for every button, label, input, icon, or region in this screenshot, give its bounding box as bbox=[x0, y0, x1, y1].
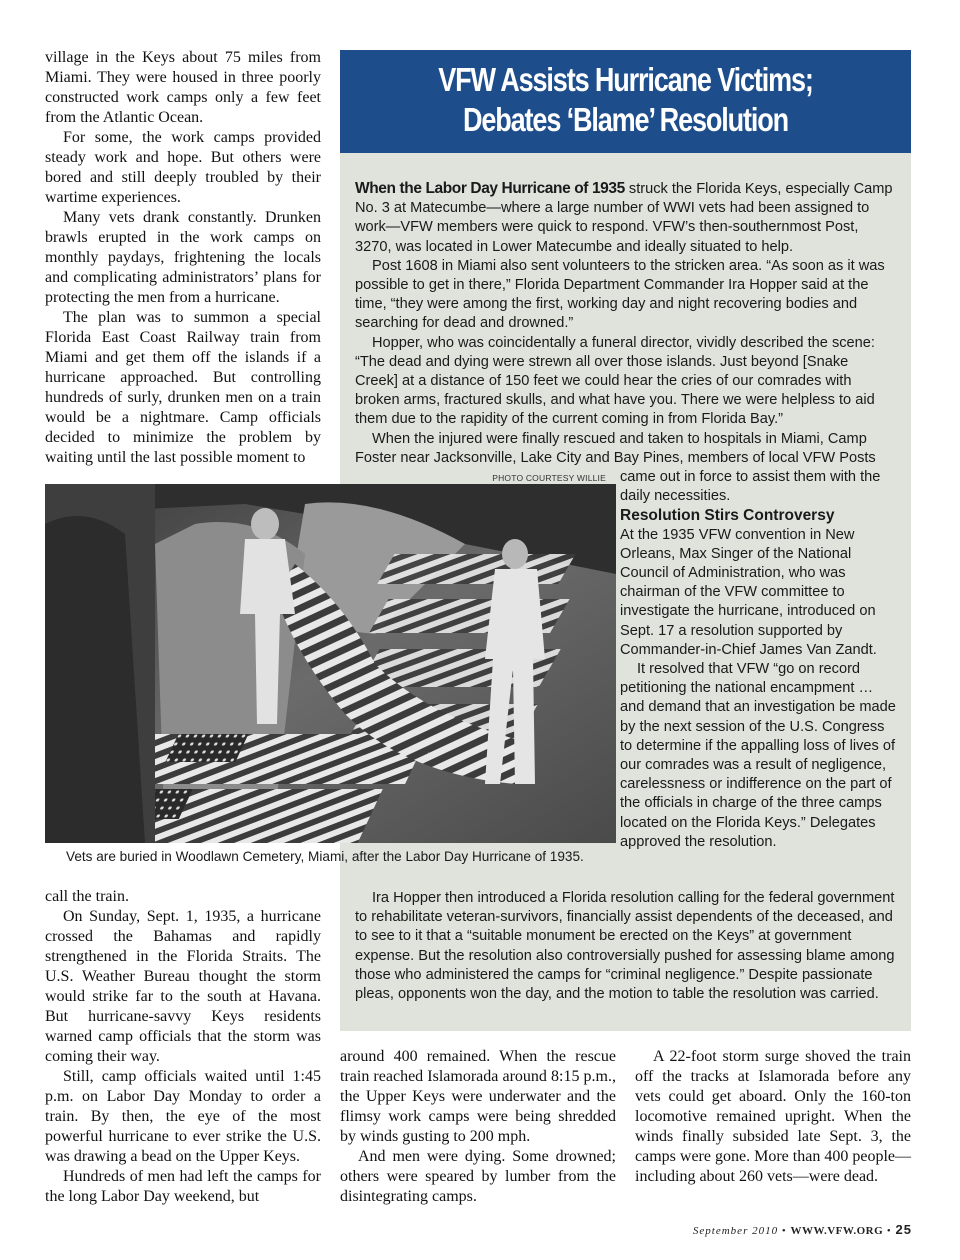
sidebar-title bbox=[391, 60, 859, 140]
article-paragraph: And men were dying. Some drowned; others were speared by lumber from the disintegrating camps. bbox=[340, 1148, 616, 1205]
sidebar-paragraph: It resolved that VFW “go on record petitioning the national encampment … and demand that an investigation be made by the next session of the U.S. Congress to determine if the appalling loss of lives of our comrades was a result of negligence, carelessness or indifference on the part of the officials in charge of the three camps located on the Florida Keys.” Delegates approved the resolution. bbox=[620, 661, 896, 850]
sidebar-subhead: Resolution Stirs Controversy bbox=[620, 507, 835, 525]
photo-caption: Vets are buried in Woodlawn Cemetery, Miami, after the Labor Day Hurricane of 1935. bbox=[66, 849, 584, 864]
article-column-2-bottom bbox=[340, 1047, 616, 1207]
article-paragraph: around 400 remained. When the rescue train reached Islamorada around 8:15 p.m., the Upper Keys were underwater and the flimsy work camps were being shredded by winds gusting to 200 mph. bbox=[340, 1048, 616, 1145]
sidebar-title-line-2: Debates ‘Blame’ Resolution bbox=[462, 101, 789, 138]
article-column-1-top bbox=[45, 48, 321, 468]
article-paragraph: call the train. bbox=[45, 888, 129, 905]
article-paragraph: The plan was to summon a special Florida East Coast Railway train from Miami and get them off the islands if a hurricane approached. But controlling hundreds of surly, drunken men on a train would be a nightmare. Camp officials decided to minimize the problem by waiting until the last possible moment to bbox=[45, 309, 321, 466]
sidebar-paragraph: Hopper, who was coincidentally a funeral director, vividly described the scene: “The dead and dying were strewn all over those islands. Just beyond [Snake Creek] at a distance of 150 feet we could hear the cries of our comrades with broken arms, fractured skulls, and what have you. There we were helpless to aid them due to the rapidity of the current coming in from Florida Bay.” bbox=[355, 334, 875, 428]
sidebar-paragraph: Ira Hopper then introduced a Florida resolution calling for the federal government to rehabilitate veteran-survivors, financially assist dependents of the deceased, and to see to it that a “suitable monument be erected on the Keys” at government expense. But the resolution also controversially pushed for assessing blame among those who administered the camps for “criminal negligence.” Despite passionate pleas, opponents won the day, and the motion to table the resolution was carried. bbox=[355, 890, 895, 1003]
sidebar-paragraph-text: struck the Florida Keys, especially Camp No. 3 at Matecumbe—where a large number of WWI vets had been assigned to work—VFW members were quick to respond. VFW’s then-southernmost Post, 3270, was located in Lower Matecumbe and ideally situated to help. bbox=[355, 181, 893, 255]
article-paragraph: village in the Keys about 75 miles from Miami. They were housed in three poorly constructed work camps only a few feet from the Atlantic Ocean. bbox=[45, 49, 321, 126]
sidebar-upper-text bbox=[355, 179, 895, 468]
article-paragraph: Still, camp officials waited until 1:45 p.m. on Labor Day Monday to order a train. By then, the eye of the most powerful hurricane to ever strike the U.S. was drawing a bead on the Upper Keys. bbox=[45, 1068, 321, 1165]
cemetery-photo bbox=[45, 484, 616, 843]
sidebar-paragraph: When the injured were finally rescued and taken to hospitals in Miami, Camp Foster near Jacksonville, Lake City and Bay Pines, members of local VFW Posts bbox=[355, 430, 876, 466]
sidebar-right-text bbox=[620, 468, 896, 852]
article-paragraph: Many vets drank constantly. Drunken brawls erupted in the work camps on monthly paydays, frightening the locals and complicating administrators’ plans for protecting the men from a hurricane. bbox=[45, 209, 321, 306]
article-column-1-bottom bbox=[45, 887, 321, 1207]
sidebar-lower-text bbox=[355, 889, 895, 1004]
page-footer bbox=[600, 1222, 912, 1237]
footer-separator: • bbox=[781, 1225, 787, 1237]
sidebar-paragraph: At the 1935 VFW convention in New Orleans, Max Singer of the National Council of Administration, who was chairman of the VFW committee to investigate the hurricane, introduced on Sept. 17 a resolution supported by Commander-in-Chief James Van Zandt. bbox=[620, 526, 877, 658]
article-paragraph: For some, the work camps provided steady work and hope. But others were bored and still deeply troubled by their wartime experiences. bbox=[45, 129, 321, 206]
sidebar-title-line-1: VFW Assists Hurricane Victims; bbox=[438, 61, 813, 98]
footer-website: WWW.VFW.ORG bbox=[790, 1225, 884, 1237]
sidebar-paragraph bbox=[355, 179, 895, 257]
article-paragraph: Hundreds of men had left the camps for the long Labor Day weekend, but bbox=[45, 1168, 321, 1205]
page-number: 25 bbox=[895, 1222, 912, 1237]
article-paragraph: A 22-foot storm surge shoved the train off the tracks at Islamorada before any vets could get aboard. Only the 160-ton locomotive remained upright. When the winds finally subsided late Sept. 3, the camps were gone. More than 400 people—including about 260 vets—were dead. bbox=[635, 1048, 911, 1185]
footer-separator: • bbox=[886, 1225, 892, 1237]
article-paragraph: On Sunday, Sept. 1, 1935, a hurricane crossed the Bahamas and rapidly strengthened in the Florida Straits. The U.S. Weather Bureau thought the storm would strike far to the south at Havana. But hurricane-savvy Keys residents warned camp officials that the storm was coming their way. bbox=[45, 908, 321, 1065]
footer-date: September 2010 bbox=[692, 1225, 779, 1237]
sidebar-paragraph: came out in force to assist them with the daily necessities. bbox=[620, 469, 881, 505]
article-column-3-bottom bbox=[635, 1047, 911, 1187]
sidebar-header bbox=[340, 50, 911, 153]
sidebar-lead-in: When the Labor Day Hurricane of 1935 bbox=[355, 180, 625, 197]
photo-credit: PHOTO COURTESY WILLIE bbox=[492, 473, 606, 483]
sidebar-paragraph: Post 1608 in Miami also sent volunteers to the stricken area. “As soon as it was possible to get in there,” Florida Department Commander Ira Hopper said at the time, “they were among the first, working day and night recovering bodies and searching for dead and drowned.” bbox=[355, 257, 885, 332]
